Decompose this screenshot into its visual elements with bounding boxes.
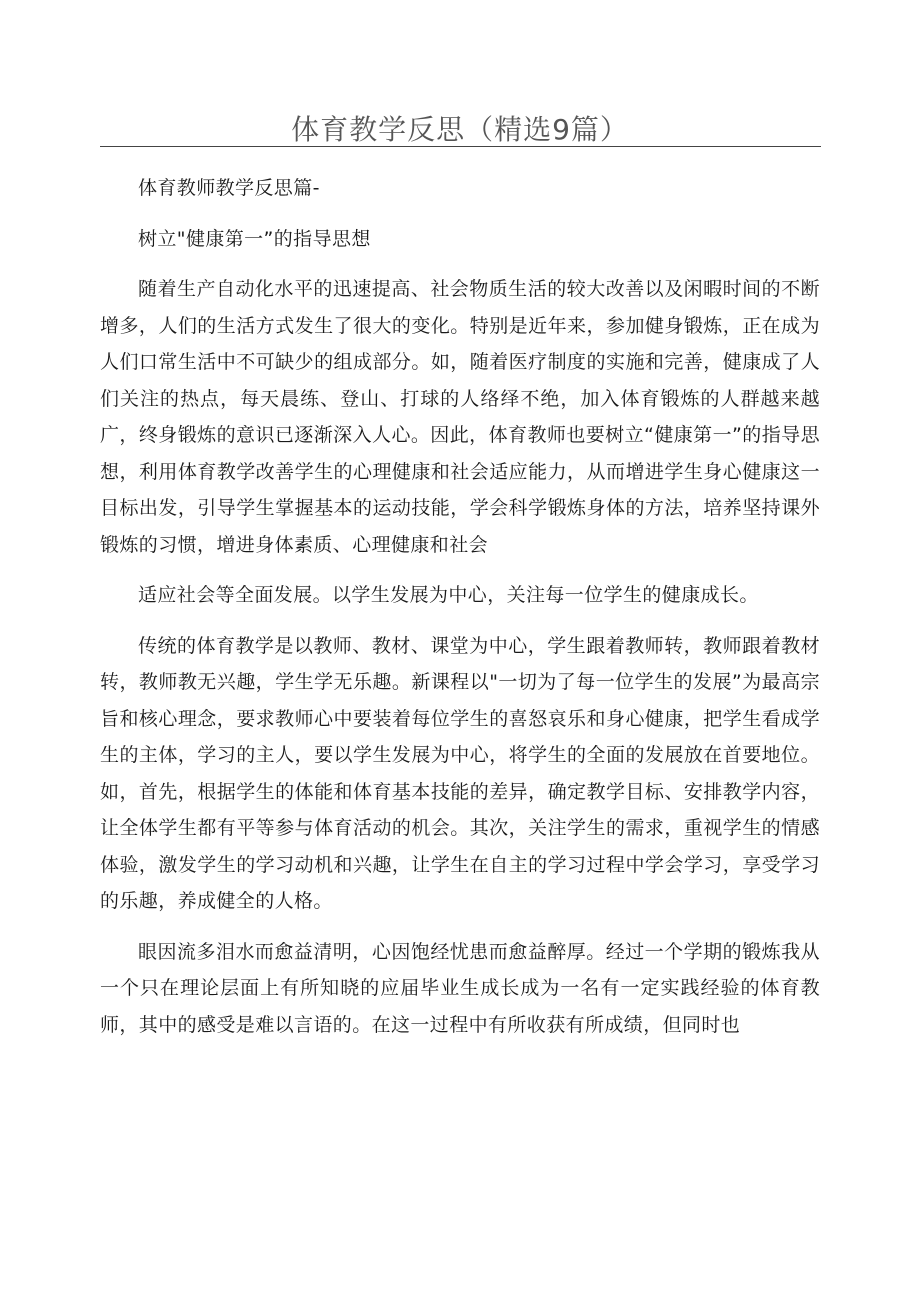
body-paragraph: 适应社会等全面发展。以学生发展为中心，关注每一位学生的健康成长。: [138, 584, 759, 606]
body-paragraph: 传统的体育教学是以教师、教材、课堂为中心，学生跟着教师转，教师跟着教材转，教师教无兴趣，学生学无乐趣。新课程以"一切为了每一位学生的发展”为最高宗旨和核心理念，要求教师心中要装着每位学生的喜怒哀乐和身心健康，把学生看成学生的主体，学习的主人，要以学生发展为中心，将学生的全面的发展放在首要地位。如，首先，根据学生的体能和体育基本技能的差异，确定教学目标、安排教学内容，让全体学生都有平等参与体育活动的机会。其次，关注学生的需求，重视学生的情感体验，激发学生的学习动机和兴趣，让学生在自主的学习过程中学会学习，享受学习的乐趣，养成健全的人格。: [100, 634, 820, 912]
section-heading: 体育教师教学反思篇-: [138, 177, 320, 199]
subheading: 树立"健康第一”的指导思想: [138, 227, 371, 250]
body-paragraph: 随着生产自动化水平的迅速提高、社会物质生活的较大改善以及闲暇时间的不断增多，人们的生活方式发生了很大的变化。特别是近年来，参加健身锻炼，正在成为人们口常生活中不可缺少的组成部分。如，随着医疗制度的实施和完善，健康成了人们关注的热点，每天晨练、登山、打球的人络绎不绝，加入体育锻炼的人群越来越广，终身锻炼的意识已逐渐深入人心。因此，体育教师也要树立“健康第一”的指导思想，利用体育教学改善学生的心理健康和社会适应能力，从而增进学生身心健康这一目标出发，引导学生掌握基本的运动技能，学会科学锻炼身体的方法，培养坚持课外锻炼的习惯，增进身体素质、心理健康和社会: [100, 278, 820, 556]
document-body: [100, 170, 820, 1057]
title-divider: [100, 146, 821, 147]
document-title: 体育教学反思（精选9篇）: [291, 113, 629, 146]
body-paragraph: 眼因流多泪水而愈益清明，心因饱经忧患而愈益醉厚。经过一个学期的锻炼我从一个只在理论层面上有所知晓的应届毕业生成长成为一名有一定实践经验的体育教师，其中的感受是难以言语的。在这一过程中有所收获有所成绩，但同时也: [100, 940, 820, 1036]
